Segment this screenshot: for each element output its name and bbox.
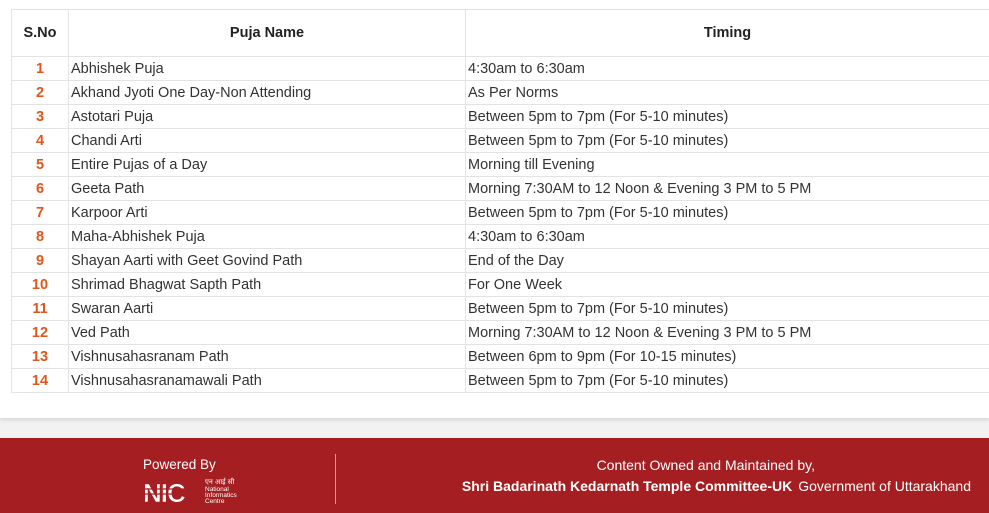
row-sno: 5 — [12, 153, 69, 177]
site-footer — [0, 438, 989, 513]
table-row — [12, 153, 989, 177]
header-puja-name: Puja Name — [69, 10, 466, 57]
row-sno: 4 — [12, 129, 69, 153]
row-timing: Between 5pm to 7pm (For 5-10 minutes) — [466, 369, 989, 393]
row-timing: Between 5pm to 7pm (For 5-10 minutes) — [466, 297, 989, 321]
table-row — [12, 81, 989, 105]
powered-by-label: Powered By — [143, 457, 216, 472]
row-sno: 11 — [12, 297, 69, 321]
row-puja-name: Akhand Jyoti One Day-Non Attending — [69, 81, 466, 105]
row-sno: 13 — [12, 345, 69, 369]
table-row — [12, 321, 989, 345]
puja-table-container — [11, 9, 989, 393]
row-sno: 2 — [12, 81, 69, 105]
row-timing: Morning 7:30AM to 12 Noon & Evening 3 PM to 5 PM — [466, 321, 989, 345]
row-puja-name: Chandi Arti — [69, 129, 466, 153]
table-header-row — [12, 10, 989, 57]
row-puja-name: Maha-Abhishek Puja — [69, 225, 466, 249]
row-puja-name: Swaran Aarti — [69, 297, 466, 321]
nic-logo-mark: NIC — [143, 478, 185, 504]
table-row — [12, 177, 989, 201]
table-row — [12, 273, 989, 297]
row-timing: End of the Day — [466, 249, 989, 273]
row-sno: 9 — [12, 249, 69, 273]
owner-line — [462, 478, 971, 494]
row-timing: 4:30am to 6:30am — [466, 225, 989, 249]
table-row — [12, 105, 989, 129]
row-sno: 1 — [12, 57, 69, 81]
table-body — [12, 57, 989, 393]
table-row — [12, 249, 989, 273]
row-puja-name: Abhishek Puja — [69, 57, 466, 81]
row-puja-name: Astotari Puja — [69, 105, 466, 129]
header-timing: Timing — [466, 10, 989, 57]
row-timing: Between 5pm to 7pm (For 5-10 minutes) — [466, 201, 989, 225]
row-puja-name: Vishnusahasranam Path — [69, 345, 466, 369]
row-timing: 4:30am to 6:30am — [466, 57, 989, 81]
table-row — [12, 129, 989, 153]
footer-divider — [335, 454, 336, 504]
owner-name[interactable]: Shri Badarinath Kedarnath Temple Committee-UK — [461, 478, 793, 494]
content-owned-label: Content Owned and Maintained by, — [596, 457, 815, 473]
row-timing: Morning till Evening — [466, 153, 989, 177]
row-sno: 8 — [12, 225, 69, 249]
table-row — [12, 225, 989, 249]
row-puja-name: Geeta Path — [69, 177, 466, 201]
row-puja-name: Entire Pujas of a Day — [69, 153, 466, 177]
table-row — [12, 297, 989, 321]
row-timing: Morning 7:30AM to 12 Noon & Evening 3 PM to 5 PM — [466, 177, 989, 201]
row-sno: 14 — [12, 369, 69, 393]
row-puja-name: Vishnusahasranamawali Path — [69, 369, 466, 393]
owner-government: Government of Uttarakhand — [798, 478, 971, 494]
row-puja-name: Ved Path — [69, 321, 466, 345]
row-puja-name: Karpoor Arti — [69, 201, 466, 225]
row-timing: For One Week — [466, 273, 989, 297]
row-sno: 6 — [12, 177, 69, 201]
row-timing: Between 6pm to 9pm (For 10-15 minutes) — [466, 345, 989, 369]
table-row — [12, 345, 989, 369]
nic-logo[interactable] — [143, 476, 253, 504]
nic-logo-line2: Informatics — [205, 492, 237, 499]
row-puja-name: Shayan Aarti with Geet Govind Path — [69, 249, 466, 273]
table-row — [12, 369, 989, 393]
header-sno: S.No — [12, 10, 69, 57]
row-timing: As Per Norms — [466, 81, 989, 105]
row-puja-name: Shrimad Bhagwat Sapth Path — [69, 273, 466, 297]
row-sno: 12 — [12, 321, 69, 345]
row-timing: Between 5pm to 7pm (For 5-10 minutes) — [466, 129, 989, 153]
row-sno: 10 — [12, 273, 69, 297]
nic-logo-line1: National — [205, 486, 229, 493]
row-sno: 7 — [12, 201, 69, 225]
table-row — [12, 57, 989, 81]
row-timing: Between 5pm to 7pm (For 5-10 minutes) — [466, 105, 989, 129]
table-row — [12, 201, 989, 225]
nic-logo-line3: Centre — [205, 498, 225, 504]
nic-logo-hindi: एन आई सी — [205, 478, 235, 486]
row-sno: 3 — [12, 105, 69, 129]
puja-timing-table — [11, 9, 989, 393]
